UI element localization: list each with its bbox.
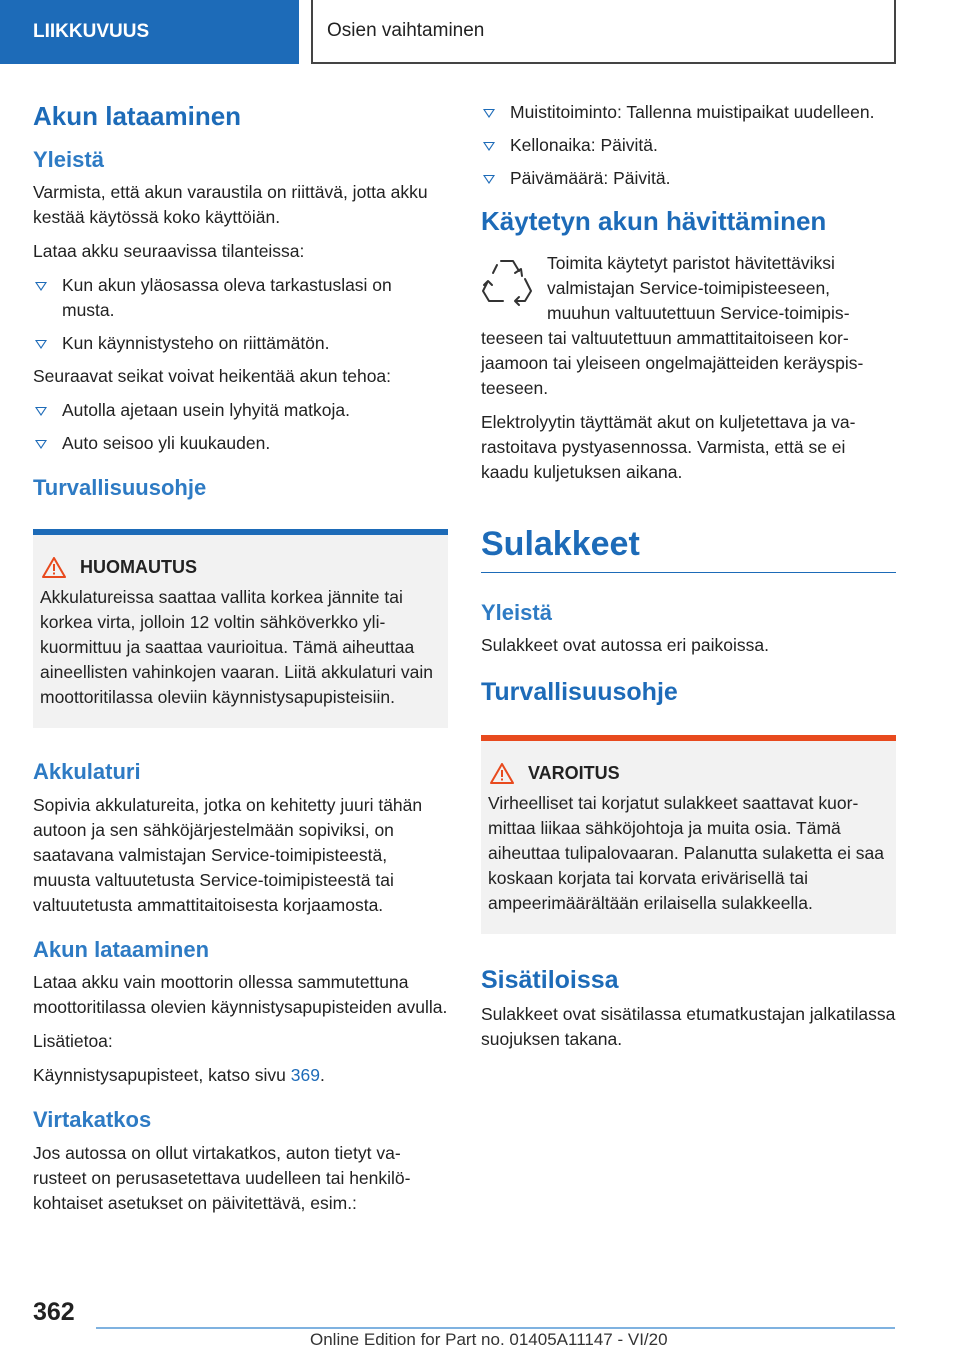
heading-interior: Sisätiloissa <box>481 965 619 994</box>
heading-fuses-general: Yleistä <box>481 599 552 625</box>
reference-paragraph <box>33 1063 448 1088</box>
section-title-battery-disposal: Käytetyn akun hävittäminen <box>481 206 827 236</box>
page-number: 362 <box>33 1298 75 1326</box>
paragraph: Lataa akku vain moottorin ollessa sammutettuna moottoritilassa olevien käynnistysapupisteiden avulla. <box>33 972 448 1018</box>
list-item-text: Kun käynnistysteho on riittämätön. <box>62 333 330 354</box>
left-column <box>33 100 448 1225</box>
list-item-text: Päivämäärä: Päivitä. <box>510 168 671 188</box>
heading-fuses-safety: Turvallisuusohje <box>481 678 678 707</box>
list-item <box>481 100 896 125</box>
heading-safety: Turvallisuusohje <box>33 475 207 501</box>
warning-box <box>481 735 896 934</box>
header-chapter <box>311 0 896 64</box>
notice-title <box>40 557 441 578</box>
paragraph: Toimita käytetyt paristot hävitettäviksi valmistajan Service-toimipisteeseen, muuhun valtuutettuun Service-toimipisteeseen tai valtuutettuun ammattitaitoiseen korjaamoon tai yleiseen ongelmajätteiden keräyspisteeseen. <box>481 252 864 398</box>
warning-label: VAROITUS <box>528 762 620 783</box>
heading-power-outage: Virtakatkos <box>33 1107 152 1133</box>
footer-divider <box>96 1327 895 1329</box>
paragraph: Seuraavat seikat voivat heikentää akun tehoa: <box>33 366 392 387</box>
list-item <box>33 431 448 456</box>
triangle-bullet-icon <box>483 109 495 118</box>
warning-triangle-icon <box>490 763 514 784</box>
section-title-battery-charging: Akun lataaminen <box>33 101 242 131</box>
list-item <box>481 166 896 191</box>
warning-title <box>488 763 889 784</box>
list-item <box>33 398 448 423</box>
list-item <box>33 273 448 323</box>
reference-text: Käynnistysapupisteet, katso sivu <box>33 1065 291 1086</box>
paragraph: Sopivia akkulatureita, jotka on kehitetty juuri tähän autoon ja sen sähköjärjestelmään sopiviksi, on saatavana valmistajan Service-toimipisteestä, muusta valtuutetusta Service-toimipisteestä tai valtuutetusta ammattitaitoisesta korjaamosta. <box>33 794 423 915</box>
footer-edition: Online Edition for Part no. 01405A11147 - VI/20 <box>310 1330 668 1349</box>
notice-text: Akkulatureissa saattaa vallita korkea jännite tai korkea virta, jolloin 12 voltin sähköverkko ylikuormittuu ja saattaa vaurioitua. Tämä aiheuttaa aineellisten vahinkojen vaaran. Liitä akkulaturi vain moottoritilassa oleviin käynnistysapupisteisiin. <box>40 586 434 707</box>
notice-label: HUOMAUTUS <box>80 556 197 577</box>
header-section <box>0 0 299 64</box>
bullet-list <box>33 398 448 456</box>
section-title-fuses: Sulakkeet <box>481 525 896 573</box>
header-section-label: LIIKKUVUUS <box>33 21 150 42</box>
bullet-list <box>481 100 896 191</box>
triangle-bullet-icon <box>35 407 47 416</box>
paragraph: Elektrolyytin täyttämät akut on kuljetettava ja varastoitava pystyasennossa. Varmista, että se ei kaadu kuljetuksen aikana. <box>481 411 856 482</box>
heading-charger: Akkulaturi <box>33 758 141 784</box>
list-item-text: Kellonaika: Päivitä. <box>510 135 658 155</box>
paragraph: Lataa akku seuraavissa tilanteissa: <box>33 241 305 262</box>
paragraph: Varmista, että akun varaustila on riittävä, jotta akku kestää käytössä koko käyttöiän. <box>33 182 428 228</box>
heading-general: Yleistä <box>33 146 104 172</box>
right-column <box>481 100 896 1061</box>
header-chapter-label: Osien vaihtaminen <box>327 20 485 41</box>
triangle-bullet-icon <box>35 340 47 349</box>
paragraph: Jos autossa on ollut virtakatkos, auton tietyt varusteet on perusasetettava uudelleen tai henkilökohtaiset asetukset on päivitettävä, esim.: <box>33 1142 411 1213</box>
recycle-icon <box>481 255 533 307</box>
page-link[interactable]: 369 <box>290 1065 320 1086</box>
triangle-bullet-icon <box>35 282 47 291</box>
list-item-text: Muistitoiminto: Tallenna muistipaikat uudelleen. <box>510 102 875 122</box>
bullet-list <box>33 273 448 356</box>
list-item-text: Auto seisoo yli kuukauden. <box>62 433 271 454</box>
paragraph: Lisätietoa: <box>33 1031 113 1052</box>
list-item <box>33 331 448 356</box>
triangle-bullet-icon <box>483 142 495 151</box>
list-item-text: Kun akun yläosassa oleva tarkastuslasi on musta. <box>62 275 392 321</box>
triangle-bullet-icon <box>35 440 47 449</box>
heading-charging: Akun lataaminen <box>33 936 210 962</box>
reference-end: . <box>319 1065 325 1086</box>
paragraph: Sulakkeet ovat autossa eri paikoissa. <box>481 635 769 656</box>
notice-box <box>33 529 448 728</box>
warning-triangle-icon <box>42 557 66 578</box>
list-item <box>481 133 896 158</box>
paragraph: Sulakkeet ovat sisätilassa etumatkustajan jalkatilassa suojuksen takana. <box>481 1004 896 1050</box>
warning-text: Virheelliset tai korjatut sulakkeet saattavat kuormittaa liikaa sähköjohtoja ja muita osia. Tämä aiheuttaa tulipalovaaran. Palanutta sulaketta ei saa koskaan korjata tai korvata erivärisellä tai ampeerimäärältään erilaisella sulakkeella. <box>488 792 884 913</box>
triangle-bullet-icon <box>483 175 495 184</box>
list-item-text: Autolla ajetaan usein lyhyitä matkoja. <box>62 400 350 421</box>
